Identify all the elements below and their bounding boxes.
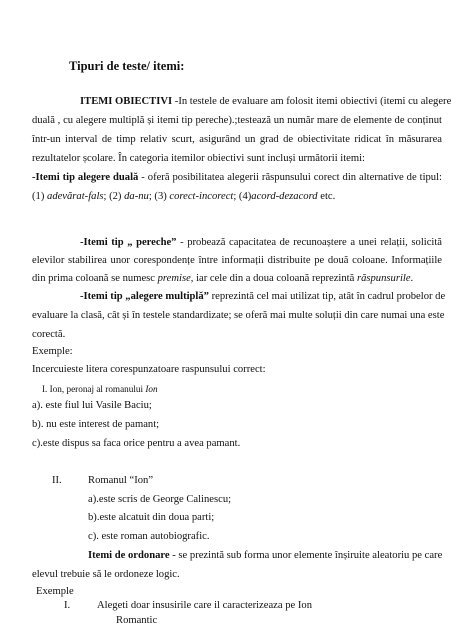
- question-1-option-c: c).este dispus sa faca orice pentru a avea pamant.: [32, 438, 241, 449]
- paragraph-pereche-line-3: din prima coloană se numesc premise, iar cele din a doua coloană reprezintă răspunsurile.: [32, 273, 414, 284]
- question-1-option-b: b). nu este interest de pamant;: [32, 419, 160, 430]
- question-3-number: I.: [64, 600, 71, 611]
- instruction-text: Incercuieste litera corespunzatoare raspunsului correct:: [32, 364, 266, 375]
- paragraph-itemi-obiectivi-line-1: ITEMI OBIECTIVI -In testele de evaluare am folosit itemi obiectivi (itemi cu alegere: [80, 96, 452, 107]
- paragraph-itemi-obiectivi-line-4: rezultatelor școlare. În categoria itemilor obiectivi sunt incluși următorii itemi:: [32, 153, 366, 164]
- question-2-text: Romanul “Ion”: [88, 475, 154, 486]
- page-title: Tipuri de teste/ itemi:: [69, 59, 185, 73]
- paragraph-itemi-obiectivi-line-3: într-un interval de timp relativ scurt, asigurând un grad de obiectivitate ridicat în măsurarea: [32, 134, 442, 145]
- question-2-option-a: a).este scris de George Calinescu;: [88, 494, 232, 505]
- paragraph-alegere-duala-line-1: -Itemi tip alegere duală - oferă posibilitatea alegerii răspunsului corect din alternative de tipul:: [32, 172, 442, 183]
- bold-heading-pereche: -Itemi tip „ pereche”: [80, 237, 177, 248]
- question-2-number: II.: [52, 475, 62, 486]
- paragraph-ordonare-line-2: elevul trebuie să le ordoneze logic.: [32, 569, 180, 580]
- question-1-option-a: a). este fiul lui Vasile Baciu;: [32, 400, 152, 411]
- bold-heading-itemi-obiectivi: ITEMI OBIECTIVI: [80, 96, 173, 107]
- question-3-text: Alegeti doar insusirile care il caracterizeaza pe Ion: [97, 600, 312, 611]
- bold-heading-ordonare: Itemi de ordonare: [88, 550, 170, 561]
- question-2-option-c: c). este roman autobiografic.: [88, 531, 210, 542]
- paragraph-ordonare-line-1: Itemi de ordonare - se prezintă sub forma unor elemente înșiruite aleatoriu pe care: [88, 550, 443, 561]
- exemple-label: Exemple:: [32, 346, 73, 357]
- question-3-item-1: Romantic: [116, 615, 158, 626]
- exemple-label-2: Exemple: [36, 586, 74, 597]
- paragraph-alegere-duala-line-2: (1) adevărat-fals; (2) da-nu; (3) corect-incorect; (4)acord-dezacord etc.: [32, 191, 336, 202]
- bold-heading-alegere-multipla: -Itemi tip „alegere multiplă”: [80, 291, 209, 302]
- paragraph-alegere-multipla-line-3: corectă.: [32, 329, 66, 340]
- paragraph-pereche-line-1: -Itemi tip „ pereche” - probează capacitatea de recunoaștere a unei relații, solicită: [80, 237, 443, 248]
- paragraph-pereche-line-2: elevilor stabilirea unor corespondențe între informații distribuite pe două coloane. Informațiile: [32, 255, 442, 266]
- paragraph-alegere-multipla-line-1: -Itemi tip „alegere multiplă” reprezintă cel mai utilizat tip, atât în cadrul probelor de: [80, 291, 446, 302]
- question-2-option-b: b).este alcatuit din doua parti;: [88, 512, 215, 523]
- paragraph-alegere-multipla-line-2: evaluare la clasă, cât și în testele standardizate; se oferă mai multe soluții din care numai una este: [32, 310, 445, 321]
- paragraph-itemi-obiectivi-line-2: duală , cu alegere multiplă și itemi tip pereche).;testează un număr mare de elemente de conținut: [32, 115, 442, 126]
- question-1-text: I. Ion, peronaj al romanului Ion: [42, 384, 158, 394]
- bold-heading-alegere-duala: -Itemi tip alegere duală: [32, 172, 139, 183]
